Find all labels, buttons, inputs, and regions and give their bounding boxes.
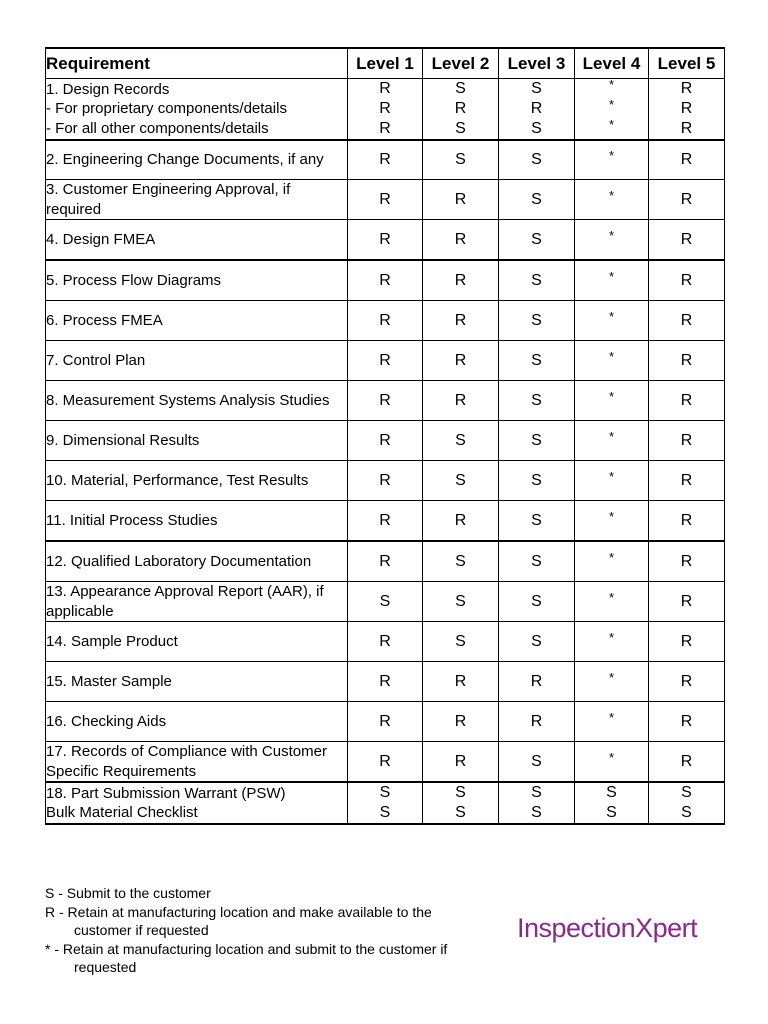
requirement-cell	[46, 782, 348, 824]
level-value: S	[531, 120, 542, 137]
requirement-line: 4. Design FMEA	[46, 230, 156, 248]
level-1-cell	[348, 79, 423, 141]
level-value: S	[531, 552, 542, 570]
level-value: R	[680, 230, 693, 248]
table-header-row	[46, 48, 725, 79]
level-value: *	[608, 148, 615, 163]
level-2-cell	[423, 381, 499, 421]
level-value: R	[680, 151, 693, 168]
level-value: S	[531, 151, 542, 168]
level-4-cell	[575, 301, 649, 341]
level-value: R	[680, 190, 693, 208]
level-value: S	[531, 311, 542, 329]
level-value: R	[680, 391, 693, 409]
level-value: R	[454, 271, 467, 289]
level-value: R	[379, 752, 391, 770]
level-value: R	[379, 230, 391, 248]
level-2-cell	[423, 622, 499, 662]
level-value: S	[455, 592, 466, 610]
level-1-cell	[348, 582, 423, 622]
level-4-header: Level 4	[575, 48, 649, 79]
level-1-cell	[348, 702, 423, 742]
level-value: R	[680, 632, 693, 650]
legend-r-line1: R - Retain at manufacturing location and make available to the	[45, 903, 432, 920]
level-1-cell	[348, 622, 423, 662]
level-value: S	[606, 784, 617, 801]
level-3-cell	[499, 541, 575, 582]
level-value: *	[608, 468, 615, 484]
level-value: S	[531, 471, 542, 489]
level-value: R	[379, 80, 391, 97]
level-2-header: Level 2	[423, 48, 499, 79]
level-value: R	[379, 632, 391, 650]
level-value: *	[608, 629, 615, 645]
level-value: R	[680, 351, 693, 369]
level-1-cell	[348, 782, 423, 824]
level-5-cell	[649, 341, 725, 381]
requirement-cell	[46, 702, 348, 742]
requirement-cell	[46, 180, 348, 220]
level-2-cell	[423, 662, 499, 702]
level-value: R	[454, 311, 467, 329]
requirement-line: 1. Design Records	[46, 80, 170, 98]
requirement-line: Bulk Material Checklist	[46, 804, 198, 821]
level-5-cell	[649, 461, 725, 501]
level-value: R	[454, 511, 467, 529]
level-2-cell	[423, 461, 499, 501]
requirement-line: 3. Customer Engineering Approval, if required	[46, 181, 291, 218]
table-row	[46, 702, 725, 742]
level-2-cell	[423, 301, 499, 341]
level-value: S	[455, 120, 466, 137]
level-value: S	[531, 351, 542, 369]
requirement-header: Requirement	[46, 48, 348, 79]
requirement-line: 12. Qualified Laboratory Documentation	[46, 552, 312, 570]
requirement-cell	[46, 220, 348, 261]
level-value: R	[454, 391, 467, 409]
level-value: R	[379, 100, 391, 117]
level-value: R	[680, 592, 693, 610]
level-4-cell	[575, 662, 649, 702]
level-value: S	[531, 804, 542, 821]
level-4-cell	[575, 782, 649, 824]
level-1-cell	[348, 341, 423, 381]
level-value: R	[454, 672, 467, 690]
level-value: S	[531, 190, 542, 208]
level-value: S	[455, 784, 466, 801]
legend-s: S - Submit to the customer	[45, 885, 211, 901]
level-2-cell	[423, 541, 499, 582]
table-row	[46, 541, 725, 582]
level-value: *	[608, 669, 615, 685]
level-value: R	[454, 230, 467, 248]
level-value: R	[680, 80, 693, 97]
table-row	[46, 582, 725, 622]
level-value: R	[530, 100, 543, 117]
requirement-line: 15. Master Sample	[46, 672, 172, 690]
level-3-cell	[499, 582, 575, 622]
level-3-cell	[499, 180, 575, 220]
level-5-cell	[649, 702, 725, 742]
level-3-cell	[499, 782, 575, 824]
level-value: R	[379, 151, 391, 168]
table-row	[46, 381, 725, 421]
level-5-cell	[649, 301, 725, 341]
requirement-line: - For all other components/details	[46, 119, 269, 137]
level-2-cell	[423, 140, 499, 180]
table-row	[46, 421, 725, 461]
level-value: S	[531, 80, 542, 97]
level-1-cell	[348, 301, 423, 341]
level-3-cell	[499, 79, 575, 141]
level-value: S	[531, 784, 542, 801]
level-value: R	[680, 471, 693, 489]
level-value: S	[379, 784, 391, 801]
level-4-cell	[575, 501, 649, 542]
level-value: S	[606, 804, 617, 821]
level-5-cell	[649, 541, 725, 582]
requirement-cell	[46, 301, 348, 341]
table-row	[46, 79, 725, 141]
level-value: S	[455, 80, 466, 97]
level-value: S	[531, 271, 542, 289]
level-value: S	[681, 784, 692, 801]
level-1-cell	[348, 541, 423, 582]
table-row	[46, 461, 725, 501]
requirement-cell	[46, 501, 348, 542]
legend-star	[45, 940, 495, 977]
level-value: S	[531, 752, 542, 770]
level-2-cell	[423, 702, 499, 742]
level-value: R	[530, 712, 543, 730]
requirement-line: 5. Process Flow Diagrams	[46, 271, 222, 289]
requirement-cell	[46, 461, 348, 501]
table-row	[46, 220, 725, 261]
level-3-cell	[499, 702, 575, 742]
level-5-cell	[649, 79, 725, 141]
level-1-cell	[348, 381, 423, 421]
requirement-cell	[46, 421, 348, 461]
level-value: *	[608, 348, 615, 364]
level-2-cell	[423, 582, 499, 622]
level-value: S	[531, 592, 542, 610]
level-1-cell	[348, 180, 423, 220]
table-row	[46, 180, 725, 220]
table-row	[46, 301, 725, 341]
level-value: R	[680, 120, 693, 137]
level-value: S	[531, 511, 542, 529]
level-value: S	[681, 804, 692, 821]
level-5-cell	[649, 622, 725, 662]
table-row	[46, 742, 725, 783]
requirement-line: 7. Control Plan	[46, 351, 146, 369]
level-value: *	[608, 308, 615, 324]
level-1-cell	[348, 662, 423, 702]
level-value: R	[680, 100, 693, 117]
requirement-cell	[46, 79, 348, 141]
level-value: S	[455, 632, 466, 650]
level-value: R	[379, 431, 391, 449]
requirement-line: 6. Process FMEA	[46, 311, 163, 329]
requirement-cell	[46, 742, 348, 783]
requirement-cell	[46, 662, 348, 702]
level-value: R	[379, 712, 391, 730]
level-value: S	[531, 230, 542, 248]
level-1-cell	[348, 220, 423, 261]
table-row	[46, 622, 725, 662]
requirement-line: 18. Part Submission Warrant (PSW)	[46, 784, 286, 802]
level-value: R	[454, 752, 467, 770]
level-value: R	[379, 190, 391, 208]
level-4-cell	[575, 260, 649, 301]
table-body	[46, 79, 725, 825]
level-value: R	[680, 712, 693, 730]
level-4-cell	[575, 541, 649, 582]
level-value: S	[455, 471, 466, 489]
requirement-line: 16. Checking Aids	[46, 712, 167, 730]
level-4-cell	[575, 582, 649, 622]
level-value: R	[680, 752, 693, 770]
level-5-cell	[649, 742, 725, 783]
level-2-cell	[423, 220, 499, 261]
level-value: R	[379, 271, 391, 289]
level-value: S	[531, 391, 542, 409]
level-value: *	[608, 187, 615, 203]
level-1-cell	[348, 461, 423, 501]
level-5-cell	[649, 180, 725, 220]
level-value: R	[379, 391, 391, 409]
level-3-cell	[499, 301, 575, 341]
level-value: S	[455, 804, 466, 821]
level-5-header: Level 5	[649, 48, 725, 79]
requirement-line: - For proprietary components/details	[46, 100, 287, 118]
requirement-line: 17. Records of Compliance with Customer Specific Requirements	[46, 743, 327, 780]
level-value: *	[608, 388, 615, 404]
level-1-cell	[348, 501, 423, 542]
level-value: R	[379, 511, 391, 529]
requirement-cell	[46, 260, 348, 301]
level-value: R	[454, 100, 467, 117]
level-value: *	[608, 709, 615, 725]
level-value: S	[379, 592, 391, 610]
level-4-cell	[575, 220, 649, 261]
level-3-cell	[499, 662, 575, 702]
level-2-cell	[423, 742, 499, 783]
level-5-cell	[649, 782, 725, 824]
level-4-cell	[575, 140, 649, 180]
level-2-cell	[423, 180, 499, 220]
level-3-cell	[499, 622, 575, 662]
level-value: R	[379, 471, 391, 489]
level-value: R	[680, 431, 693, 449]
level-3-cell	[499, 381, 575, 421]
level-value: S	[379, 804, 391, 821]
level-value: *	[608, 508, 615, 524]
legend	[45, 884, 495, 977]
level-5-cell	[649, 140, 725, 180]
level-5-cell	[649, 381, 725, 421]
requirement-line: 8. Measurement Systems Analysis Studies	[46, 391, 330, 409]
requirement-line: 14. Sample Product	[46, 632, 178, 650]
level-4-cell	[575, 702, 649, 742]
table-row	[46, 501, 725, 542]
level-value: R	[379, 552, 391, 570]
table-row	[46, 140, 725, 180]
level-3-cell	[499, 742, 575, 783]
level-5-cell	[649, 220, 725, 261]
legend-r	[45, 903, 495, 940]
level-value: R	[680, 672, 693, 690]
level-value: *	[608, 428, 615, 444]
level-value: *	[608, 77, 615, 92]
level-3-cell	[499, 260, 575, 301]
level-3-cell	[499, 461, 575, 501]
level-value: *	[608, 589, 615, 605]
level-2-cell	[423, 782, 499, 824]
table-row	[46, 260, 725, 301]
level-4-cell	[575, 742, 649, 783]
table-row	[46, 662, 725, 702]
level-value: R	[680, 311, 693, 329]
level-1-header: Level 1	[348, 48, 423, 79]
requirement-cell	[46, 381, 348, 421]
level-value: R	[379, 672, 391, 690]
level-value: *	[608, 227, 615, 243]
level-value: R	[379, 351, 391, 369]
level-1-cell	[348, 742, 423, 783]
level-value: *	[608, 117, 615, 132]
level-4-cell	[575, 381, 649, 421]
requirement-cell	[46, 541, 348, 582]
level-4-cell	[575, 461, 649, 501]
requirement-line: 9. Dimensional Results	[46, 431, 200, 449]
level-4-cell	[575, 79, 649, 141]
level-1-cell	[348, 421, 423, 461]
level-3-cell	[499, 501, 575, 542]
level-2-cell	[423, 79, 499, 141]
level-1-cell	[348, 140, 423, 180]
level-value: R	[379, 120, 391, 137]
level-5-cell	[649, 421, 725, 461]
level-5-cell	[649, 662, 725, 702]
level-5-cell	[649, 582, 725, 622]
level-value: S	[455, 151, 466, 168]
level-4-cell	[575, 341, 649, 381]
level-2-cell	[423, 341, 499, 381]
level-value: R	[454, 351, 467, 369]
level-value: R	[530, 672, 543, 690]
level-3-header: Level 3	[499, 48, 575, 79]
requirement-cell	[46, 622, 348, 662]
level-4-cell	[575, 622, 649, 662]
requirement-cell	[46, 140, 348, 180]
level-1-cell	[348, 260, 423, 301]
level-5-cell	[649, 260, 725, 301]
level-3-cell	[499, 421, 575, 461]
level-4-cell	[575, 180, 649, 220]
legend-star-line2: requested	[74, 959, 137, 975]
requirement-line: 11. Initial Process Studies	[46, 511, 218, 529]
level-2-cell	[423, 421, 499, 461]
level-3-cell	[499, 220, 575, 261]
level-2-cell	[423, 260, 499, 301]
legend-r-line2: customer if requested	[74, 922, 209, 938]
level-value: S	[531, 632, 542, 650]
level-value: R	[379, 311, 391, 329]
ppap-requirements-table	[45, 47, 725, 825]
level-3-cell	[499, 140, 575, 180]
level-value: *	[608, 749, 615, 765]
level-value: *	[608, 549, 615, 565]
legend-star-line1: * - Retain at manufacturing location and submit to the customer if	[45, 940, 448, 957]
level-value: *	[608, 97, 615, 112]
level-5-cell	[649, 501, 725, 542]
level-value: *	[608, 268, 615, 284]
level-value: S	[455, 552, 466, 570]
level-value: R	[454, 712, 467, 730]
inspectionxpert-logo: InspectionXpert	[517, 913, 698, 943]
requirement-cell	[46, 582, 348, 622]
level-value: R	[680, 271, 693, 289]
level-4-cell	[575, 421, 649, 461]
level-value: R	[680, 552, 693, 570]
requirement-line: 13. Appearance Approval Report (AAR), if applicable	[46, 583, 324, 620]
level-2-cell	[423, 501, 499, 542]
table-row	[46, 341, 725, 381]
table-row	[46, 782, 725, 824]
requirement-line: 2. Engineering Change Documents, if any	[46, 151, 324, 169]
level-value: S	[455, 431, 466, 449]
requirement-cell	[46, 341, 348, 381]
level-value: R	[680, 511, 693, 529]
requirement-line: 10. Material, Performance, Test Results	[46, 471, 309, 489]
level-3-cell	[499, 341, 575, 381]
level-value: R	[454, 190, 467, 208]
level-value: S	[531, 431, 542, 449]
